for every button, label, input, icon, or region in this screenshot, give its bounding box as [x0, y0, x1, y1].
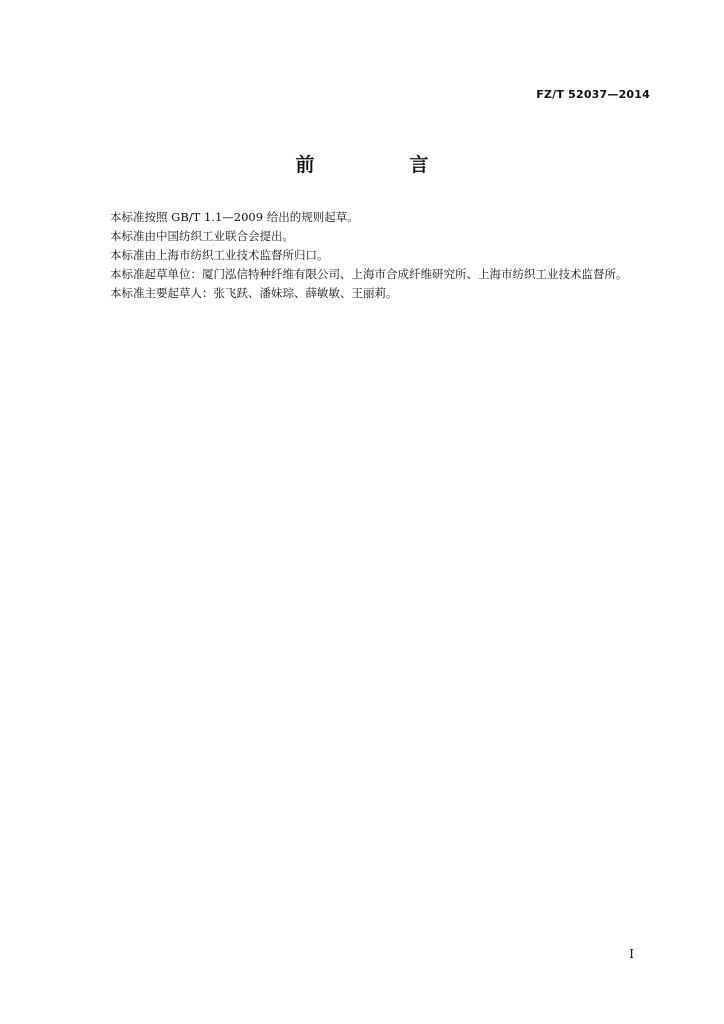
- paragraph-proposer: 本标准由中国纺织工业联合会提出。: [110, 229, 294, 243]
- paragraph-drafting-rules: 本标准按照 GB/T 1.1—2009 给出的规则起草。: [110, 210, 359, 224]
- standard-code: FZ/T 52037—2014: [536, 88, 650, 101]
- paragraph-main-drafters: 本标准主要起草人：张飞跃、潘妹琮、薛敏敏、王丽莉。: [110, 286, 398, 300]
- paragraph-drafting-units: 本标准起草单位：厦门泓信特种纤维有限公司、上海市合成纤维研究所、上海市纺织工业技术监督所。: [110, 267, 628, 281]
- page-title: 前 言: [295, 154, 467, 176]
- page-number: I: [629, 947, 634, 961]
- foreword-body: [88, 208, 660, 303]
- paragraph-centralized-unit: 本标准由上海市纺织工业技术监督所归口。: [110, 248, 329, 262]
